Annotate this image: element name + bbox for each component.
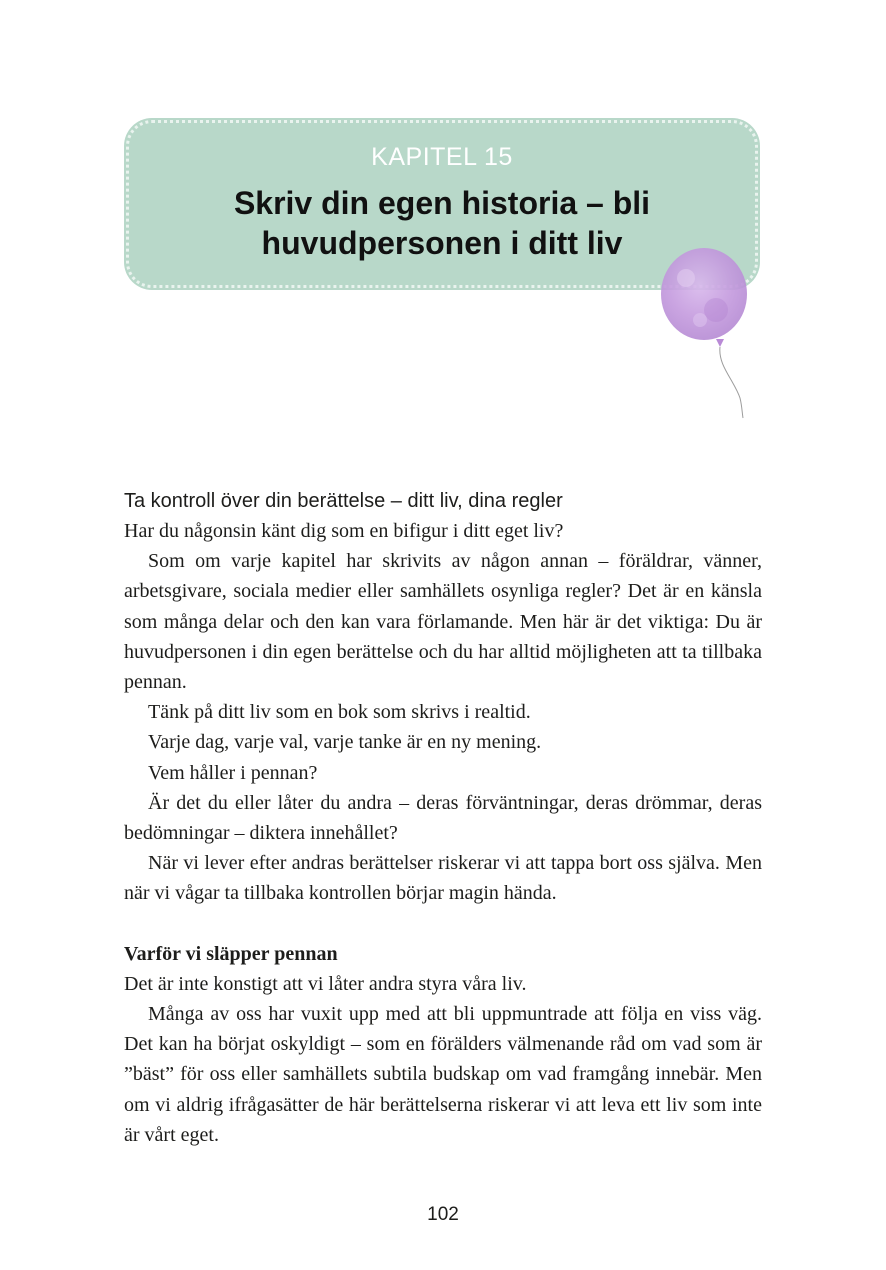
paragraph: Har du någonsin känt dig som en bifigur i ditt eget liv? — [124, 520, 564, 542]
section-spacer — [124, 909, 762, 939]
chapter-title-line-2: huvudpersonen i ditt liv — [261, 225, 623, 261]
chapter-title-line-1: Skriv din egen historia – bli — [233, 185, 651, 221]
paragraph: Tänk på ditt liv som en bok som skrivs i realtid. — [148, 701, 531, 724]
paragraph: När vi lever efter andras berättelser riskerar vi att tappa bort oss själva. Men när vi vågar ta tillbaka kontrollen börjar magin hända. — [124, 852, 762, 905]
paragraph: Som om varje kapitel har skrivits av någon annan – föräldrar, vänner, arbetsgivare, sociala medier eller samhällets osynliga regler? Det är en känsla som många delar och den kan vara förlamande. Men här är det viktiga: Du är huvudpersonen i din egen berättelse och du har alltid möjligheten att ta tillbaka pennan. — [124, 550, 762, 694]
paragraph: Många av oss har vuxit upp med att bli uppmuntrade att följa en viss väg. Det kan ha börjat oskyldigt – som en förälders välmenande råd om vad som är ”bäst” för oss eller samhällets subtila budskap om vad framgång innebär. Men om vi aldrig ifrågasätter de här berättelserna riskerar vi att leva ett liv som inte är vårt eget. — [124, 1003, 762, 1146]
paragraph: Det är inte konstigt att vi låter andra styra våra liv. — [124, 972, 527, 995]
section-heading: Varför vi släpper pennan — [124, 942, 338, 965]
paragraph: Varje dag, varje val, varje tanke är en ny mening. — [148, 731, 542, 754]
section-heading: Ta kontroll över din berättelse – ditt liv, dina regler — [124, 490, 563, 512]
paragraph: Vem håller i pennan? — [148, 761, 318, 784]
paragraph: Är det du eller låter du andra – deras förväntningar, deras drömmar, deras bedömningar – diktera innehållet? — [124, 791, 762, 845]
chapter-label: KAPITEL 15 — [371, 143, 513, 171]
page-number: 102 — [427, 1204, 459, 1225]
balloon-icon — [656, 248, 756, 420]
body-text — [124, 486, 762, 1150]
